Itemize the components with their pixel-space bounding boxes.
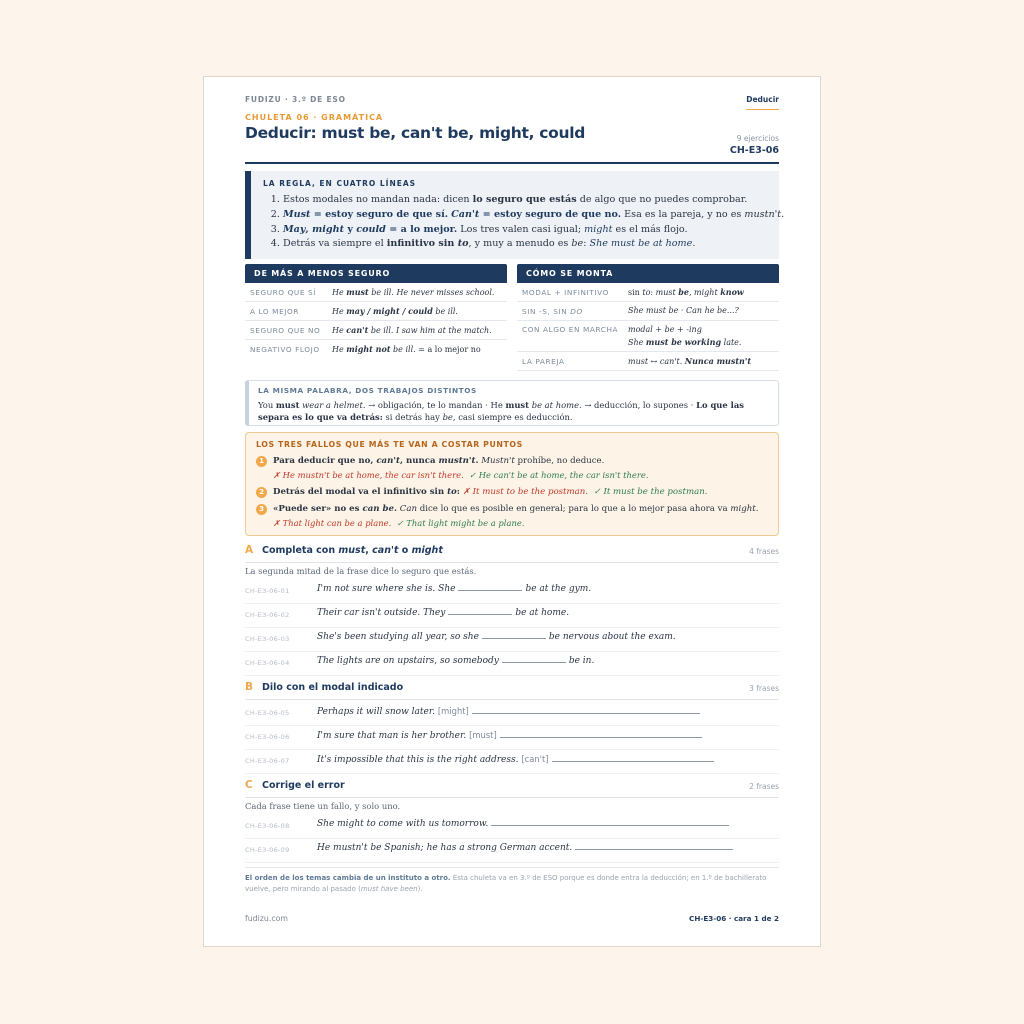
table-row: SEGURO QUE SÍ He must be ill. He never misses school. (245, 283, 507, 302)
exercise-ref: CH-E3-06-05 (245, 709, 290, 717)
section-c-header (245, 779, 779, 798)
wrong-example: ✗ That light can be a plane. (273, 518, 392, 528)
answer-line[interactable] (552, 761, 714, 762)
answer-line[interactable] (472, 713, 700, 714)
section-a-instructions: La segunda mitad de la frase dice lo seguro que estás. (245, 566, 477, 576)
row-label: SEGURO QUE NO (250, 325, 321, 335)
table-row: MODAL + INFINITIVO sin to: must be, might know (517, 283, 779, 302)
header-divider (245, 162, 779, 164)
row-label: NEGATIVO FLOJO (250, 344, 320, 354)
answer-blank[interactable] (482, 638, 546, 639)
rule-box (245, 171, 785, 259)
answer-line[interactable] (500, 737, 702, 738)
row-label: SIN -S, SIN DO (522, 306, 583, 316)
rule-item: 2. Must = estoy seguro de que sí. Can't = estoy seguro de que no. Esa es la pareja, y no es mustn't. (283, 208, 784, 223)
table-row: LA PAREJA must ↔ can't. Nunca mustn't (517, 352, 779, 371)
modal-hint: [must] (469, 730, 497, 740)
exercise-ref: CH-E3-06-07 (245, 757, 290, 765)
site-link[interactable]: fudizu.com (245, 914, 288, 923)
section-title: Corrige el error (262, 780, 345, 791)
structure-table (517, 264, 779, 371)
row-label: A LO MEJOR (250, 306, 300, 316)
answer-line[interactable] (491, 825, 729, 826)
rule-item: 4. Detrás va siempre el infinitivo sin to, y muy a menudo es be: She must be at home. (283, 237, 784, 252)
sheet-code: CH-E3-06 (729, 145, 779, 156)
exercise-row: CH-E3-06-09 He mustn't be Spanish; he has a strong German accent. (245, 838, 779, 863)
error-number: 3 (256, 504, 267, 515)
page-number: CH-E3-06 · cara 1 de 2 (689, 914, 779, 923)
exercise-ref: CH-E3-06-08 (245, 822, 290, 830)
section-a-header (245, 544, 779, 563)
error-text: Detrás del modal va el infinitivo sin to: ✗ It must to be the postman. ✓ It must be the postman. (273, 487, 708, 497)
section-letter: A (245, 544, 254, 556)
errors-heading: LOS TRES FALLOS QUE MÁS TE VAN A COSTAR PUNTOS (256, 440, 523, 449)
worksheet-page (203, 76, 821, 947)
exercise-row: CH-E3-06-03 She's been studying all year, so she be nervous about the exam. (245, 627, 779, 652)
row-label: CON ALGO EN MARCHA (522, 325, 619, 334)
right-example: ✓ It must be the postman. (593, 487, 708, 497)
section-count: 3 frases (749, 684, 779, 693)
section-letter: C (245, 779, 253, 791)
modal-hint: [can't] (521, 754, 549, 764)
section-count: 2 frases (749, 782, 779, 791)
sheet-kicker: CHULETA 06 · GRAMÁTICA (245, 113, 384, 122)
exercise-ref: CH-E3-06-03 (245, 635, 290, 643)
rule-list (263, 193, 784, 252)
footer-note: El orden de los temas cambia de un instituto a otro. Esta chuleta va en 3.º de ESO porque es donde entra la deducción; en 1.º de bachillerato vuelve, pero mirando al pasado (must have been). (245, 867, 779, 894)
page-title: Deducir: must be, can't be, might, could (245, 124, 586, 142)
table-row: SIN -S, SIN DO She must be · Can he be...? (517, 302, 779, 321)
error-text: «Puede ser» no es can be. Can dice lo que es posible en general; para lo que a lo mejor pasa ahora va might. (273, 504, 759, 514)
section-count: 4 frases (749, 547, 779, 556)
section-title: Dilo con el modal indicado (262, 682, 404, 693)
table-row: NEGATIVO FLOJO He might not be ill. = a lo mejor no (245, 340, 507, 358)
answer-line[interactable] (575, 849, 733, 850)
exercise-row: CH-E3-06-02 Their car isn't outside. They be at home. (245, 603, 779, 628)
section-title: Completa con must, can't o might (262, 545, 443, 556)
exercise-ref: CH-E3-06-02 (245, 611, 290, 619)
exercise-row: CH-E3-06-01 I'm not sure where she is. She be at the gym. (245, 579, 779, 604)
common-errors-box (245, 432, 779, 536)
right-example: ✓ That light might be a plane. (396, 518, 525, 528)
table-row: SEGURO QUE NO He can't be ill. I saw him at the match. (245, 321, 507, 340)
exercise-ref: CH-E3-06-06 (245, 733, 290, 741)
rule-item: 3. May, might y could = a lo mejor. Los tres valen casi igual; might es el más flojo. (283, 223, 784, 238)
error-text: Para deducir que no, can't, nunca mustn't. Mustn't prohíbe, no deduce. (273, 456, 605, 466)
modal-hint: [might] (437, 706, 469, 716)
exercise-ref: CH-E3-06-01 (245, 587, 290, 595)
error-number: 2 (256, 487, 267, 498)
section-b-header (245, 681, 779, 700)
exercise-ref: CH-E3-06-09 (245, 846, 290, 854)
callout-text: You must wear a helmet. → obligación, te lo mandan · He must be at home. → deducción, lo supones · Lo que las separa es lo que va detrás: si detrás hay be, casi siempre es deducción. (258, 400, 744, 422)
exercise-row: CH-E3-06-05 Perhaps it will snow later. [might] (245, 701, 779, 726)
exercise-row: CH-E3-06-06 I'm sure that man is her brother. [must] (245, 725, 779, 750)
right-example: ✓ He can't be at home, the car isn't there. (469, 470, 649, 480)
section-c-instructions: Cada frase tiene un fallo, y solo uno. (245, 801, 401, 811)
brand-label: FUDIZU · 3.º DE ESO (245, 95, 346, 104)
exercise-row: CH-E3-06-07 It's impossible that this is the right address. [can't] (245, 749, 779, 774)
wrong-example: ✗ He mustn't be at home, the car isn't there. (273, 470, 464, 480)
row-label: LA PAREJA (522, 356, 565, 366)
rule-item: 1. Estos modales no mandan nada: dicen lo seguro que estás de algo que no puedes comprobar. (283, 193, 784, 208)
same-word-callout (245, 380, 779, 426)
rule-heading: LA REGLA, EN CUATRO LÍNEAS (263, 179, 417, 188)
topic-label: Deducir (746, 95, 779, 110)
certainty-table (245, 264, 507, 358)
exercise-count: 9 ejercicios (736, 134, 779, 143)
row-label: MODAL + INFINITIVO (522, 287, 609, 297)
error-number: 1 (256, 456, 267, 467)
exercise-ref: CH-E3-06-04 (245, 659, 290, 667)
answer-blank[interactable] (458, 590, 522, 591)
answer-blank[interactable] (502, 662, 566, 663)
table-row: CON ALGO EN MARCHA modal + be + -ing She must be working late. (517, 321, 779, 352)
structure-table-heading: CÓMO SE MONTA (517, 264, 779, 283)
row-label: SEGURO QUE SÍ (250, 287, 316, 297)
answer-blank[interactable] (448, 614, 512, 615)
exercise-row: CH-E3-06-08 She might to come with us tomorrow. (245, 814, 779, 839)
wrong-example: ✗ It must to be the postman. (462, 487, 589, 497)
section-letter: B (245, 681, 254, 693)
exercise-row: CH-E3-06-04 The lights are on upstairs, so somebody be in. (245, 651, 779, 676)
table-row: A LO MEJOR He may / might / could be ill. (245, 302, 507, 321)
callout-heading: LA MISMA PALABRA, DOS TRABAJOS DISTINTOS (258, 386, 477, 395)
certainty-table-heading: DE MÁS A MENOS SEGURO (245, 264, 507, 283)
